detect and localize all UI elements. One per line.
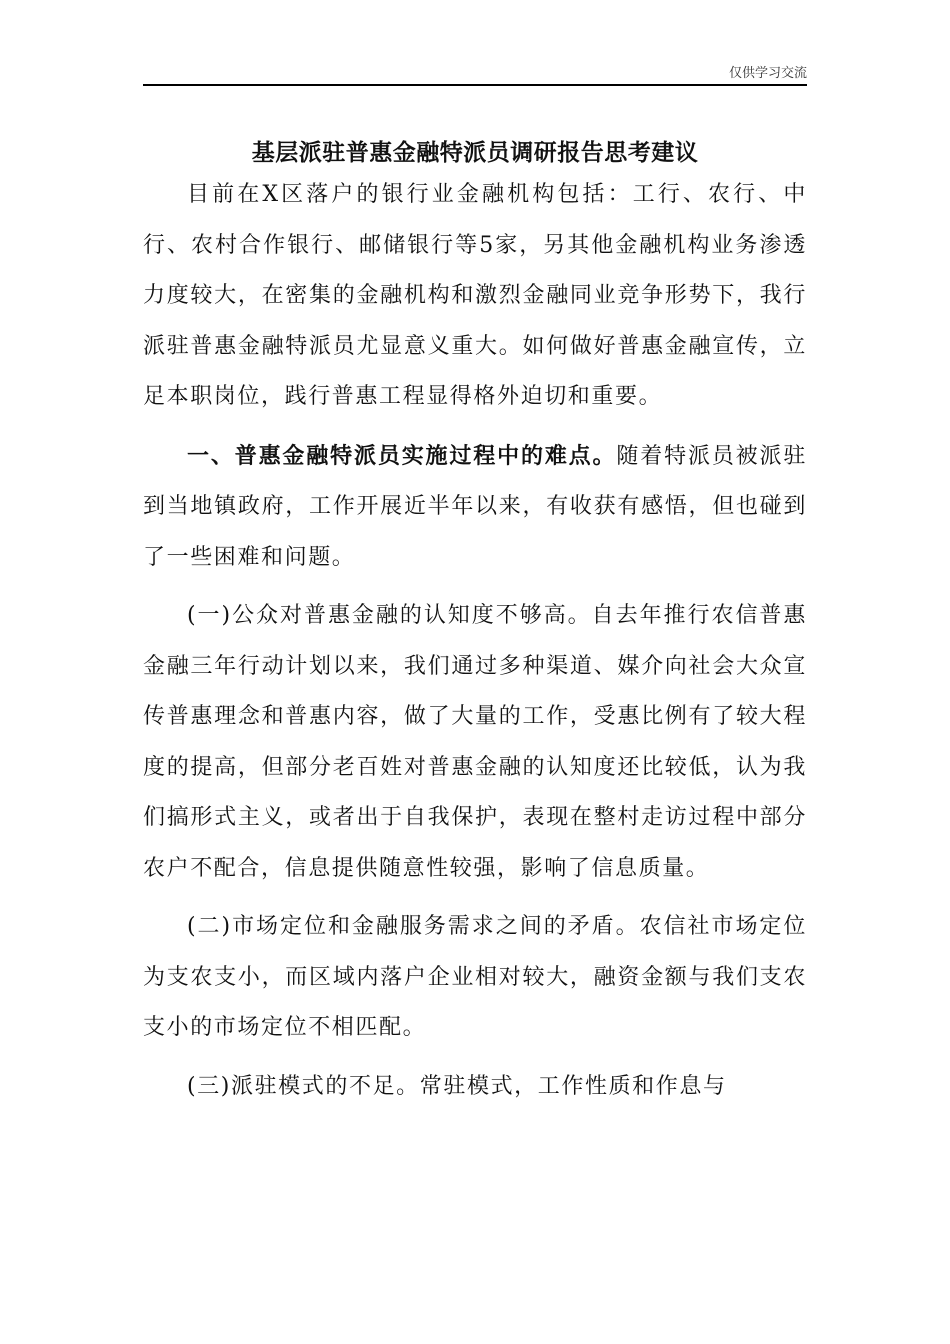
paragraph-point-one <box>143 591 807 894</box>
paragraph-text: (一)公众对普惠金融的认知度不够高。自去年推行农信普惠金融三年行动计划以来，我们通过多种渠道、媒介向社会大众宣传普惠理念和普惠内容，做了大量的工作，受惠比例有了较大程度的提高，但部分老百姓对普惠金融的认知度还比较低，认为我们搞形式主义，或者出于自我保护，表现在整村走访过程中部分农户不配合，信息提供随意性较强，影响了信息质量。 <box>143 603 807 881</box>
header-rule <box>143 84 807 86</box>
paragraph-intro <box>143 170 807 423</box>
document-title: 基层派驻普惠金融特派员调研报告思考建议 <box>251 139 699 166</box>
paragraph-text: 随着特派员被派驻到当地镇政府，工作开展近半年以来，有收获有感悟，但也碰到了一些困难和问题。 <box>143 443 807 570</box>
paragraph-text: (三)派驻模式的不足。常驻模式，工作性质和作息与 <box>187 1073 727 1099</box>
section-heading: 一、普惠金融特派员实施过程中的难点。 <box>187 442 617 469</box>
header-note: 仅供学习交流 <box>728 66 807 81</box>
paragraph-point-two <box>143 902 807 1054</box>
paragraph-text: (二)市场定位和金融服务需求之间的矛盾。农信社市场定位为支农支小，而区域内落户企业相对较大，融资金额与我们支农支小的市场定位不相匹配。 <box>143 914 807 1040</box>
document-body <box>143 120 807 1112</box>
paragraph-text: 目前在X区落户的银行业金融机构包括：工行、农行、中行、农村合作银行、邮储银行等5家，另其他金融机构业务渗透力度较大，在密集的金融机构和激烈金融同业竞争形势下，我行派驻普惠金融特派员尤显意义重大。如何做好普惠金融宣传，立足本职岗位，践行普惠工程显得格外迫切和重要。 <box>143 182 807 409</box>
paragraph-section-one <box>143 431 807 584</box>
paragraph-point-three <box>143 1062 807 1113</box>
page-header <box>143 58 807 86</box>
